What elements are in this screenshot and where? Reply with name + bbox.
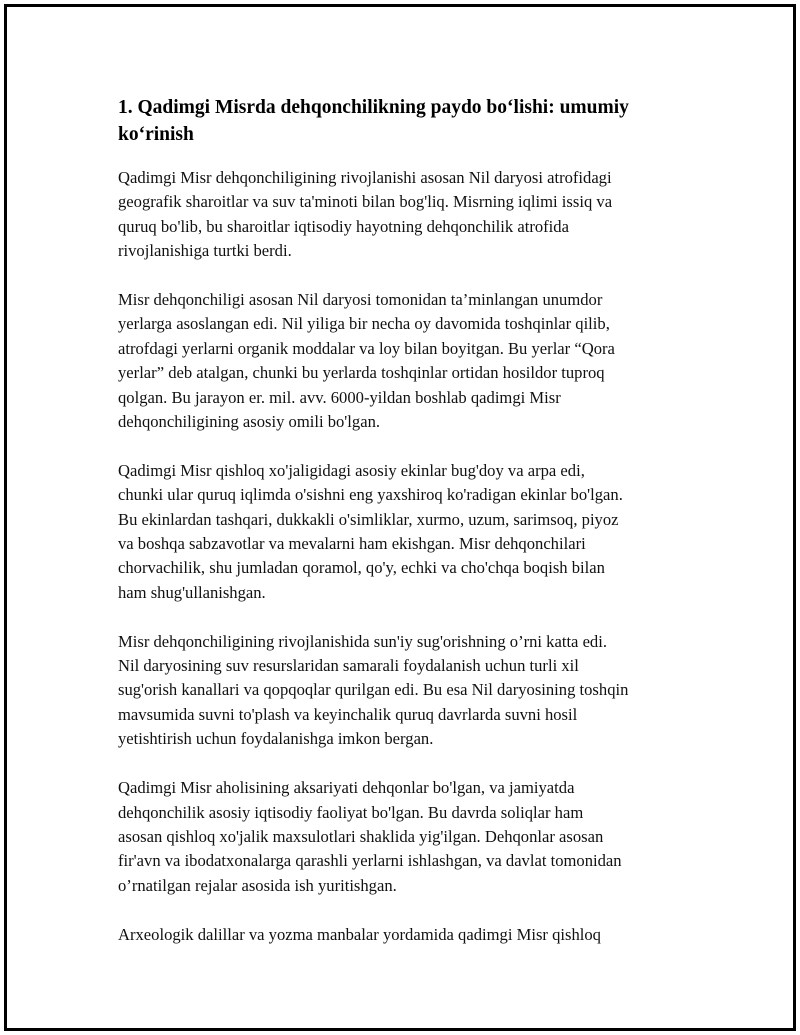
section-heading: 1. Qadimgi Misrda dehqonchilikning paydo bo‘lishi: umumiy ko‘rinish <box>118 97 629 145</box>
paragraph-5: Qadimgi Misr aholisining aksariyati dehqonlar bo'lgan, va jamiyatda dehqonchilik asosiy iqtisodiy faoliyat bo'lgan. Bu davrda soliqlar ham asosan qishloq xo'jalik maxsulotlari shaklida yig'ilgan. Dehqonlar asosan fir'avn va ibodatxonalarga qarashli yerlarni ishlashgan, va davlat tomonidan o’rnatilgan rejalar asosida ish yuritishgan. <box>118 778 622 895</box>
paragraph-6: Arxeologik dalillar va yozma manbalar yordamida qadimgi Misr qishloq <box>118 924 601 944</box>
paragraph-4: Misr dehqonchiligining rivojlanishida sun'iy sug'orishning o’rni katta edi. Nil daryosining suv resurslaridan samarali foydalanish uchun turli xil sug'orish kanallari va qopqoqlar qurilgan edi. Bu esa Nil daryosining toshqin mavsumida suvni to'plash va keyinchalik quruq davrlarda suvni hosil yetishtirish uchun foydalanishga imkon bergan. <box>118 631 629 749</box>
paragraph-1: Qadimgi Misr dehqonchiligining rivojlanishi asosan Nil daryosi atrofidagi geografik sharoitlar va suv ta'minoti bilan bog'liq. Misrning iqlimi issiq va quruq bo'lib, bu sharoitlar iqtisodiy hayotning dehqonchilik atrofida rivojlanishiga turtki berdi. <box>118 168 613 261</box>
paragraph-3: Qadimgi Misr qishloq xo'jaligidagi asosiy ekinlar bug'doy va arpa edi, chunki ular quruq iqlimda o'sishni eng yaxshiroq ko'radigan ekinlar bo'lgan. Bu ekinlardan tashqari, dukkakli o'simliklar, xurmo, uzum, sarimsoq, piyoz va boshqa sabzavotlar va mevalarni ham ekishgan. Misr dehqonchilari chorvachilik, shu jumladan qoramol, qo'y, echki va cho'chqa boqish bilan ham shug'ullanishgan. <box>118 460 623 602</box>
paragraph-2: Misr dehqonchiligi asosan Nil daryosi tomonidan ta’minlangan unumdor yerlarga asoslangan edi. Nil yiliga bir necha oy davomida toshqinlar qilib, atrofdagi yerlarni organik moddalar va loy bilan boyitgan. Bu yerlar “Qora yerlar” deb atalgan, chunki bu yerlarda toshqinlar ortidan hosildor tuproq qolgan. Bu jarayon er. mil. avv. 6000-yildan boshlab qadimgi Misr dehqonchiligining asosiy omili bo'lgan. <box>118 290 615 432</box>
document-body <box>118 94 688 971</box>
